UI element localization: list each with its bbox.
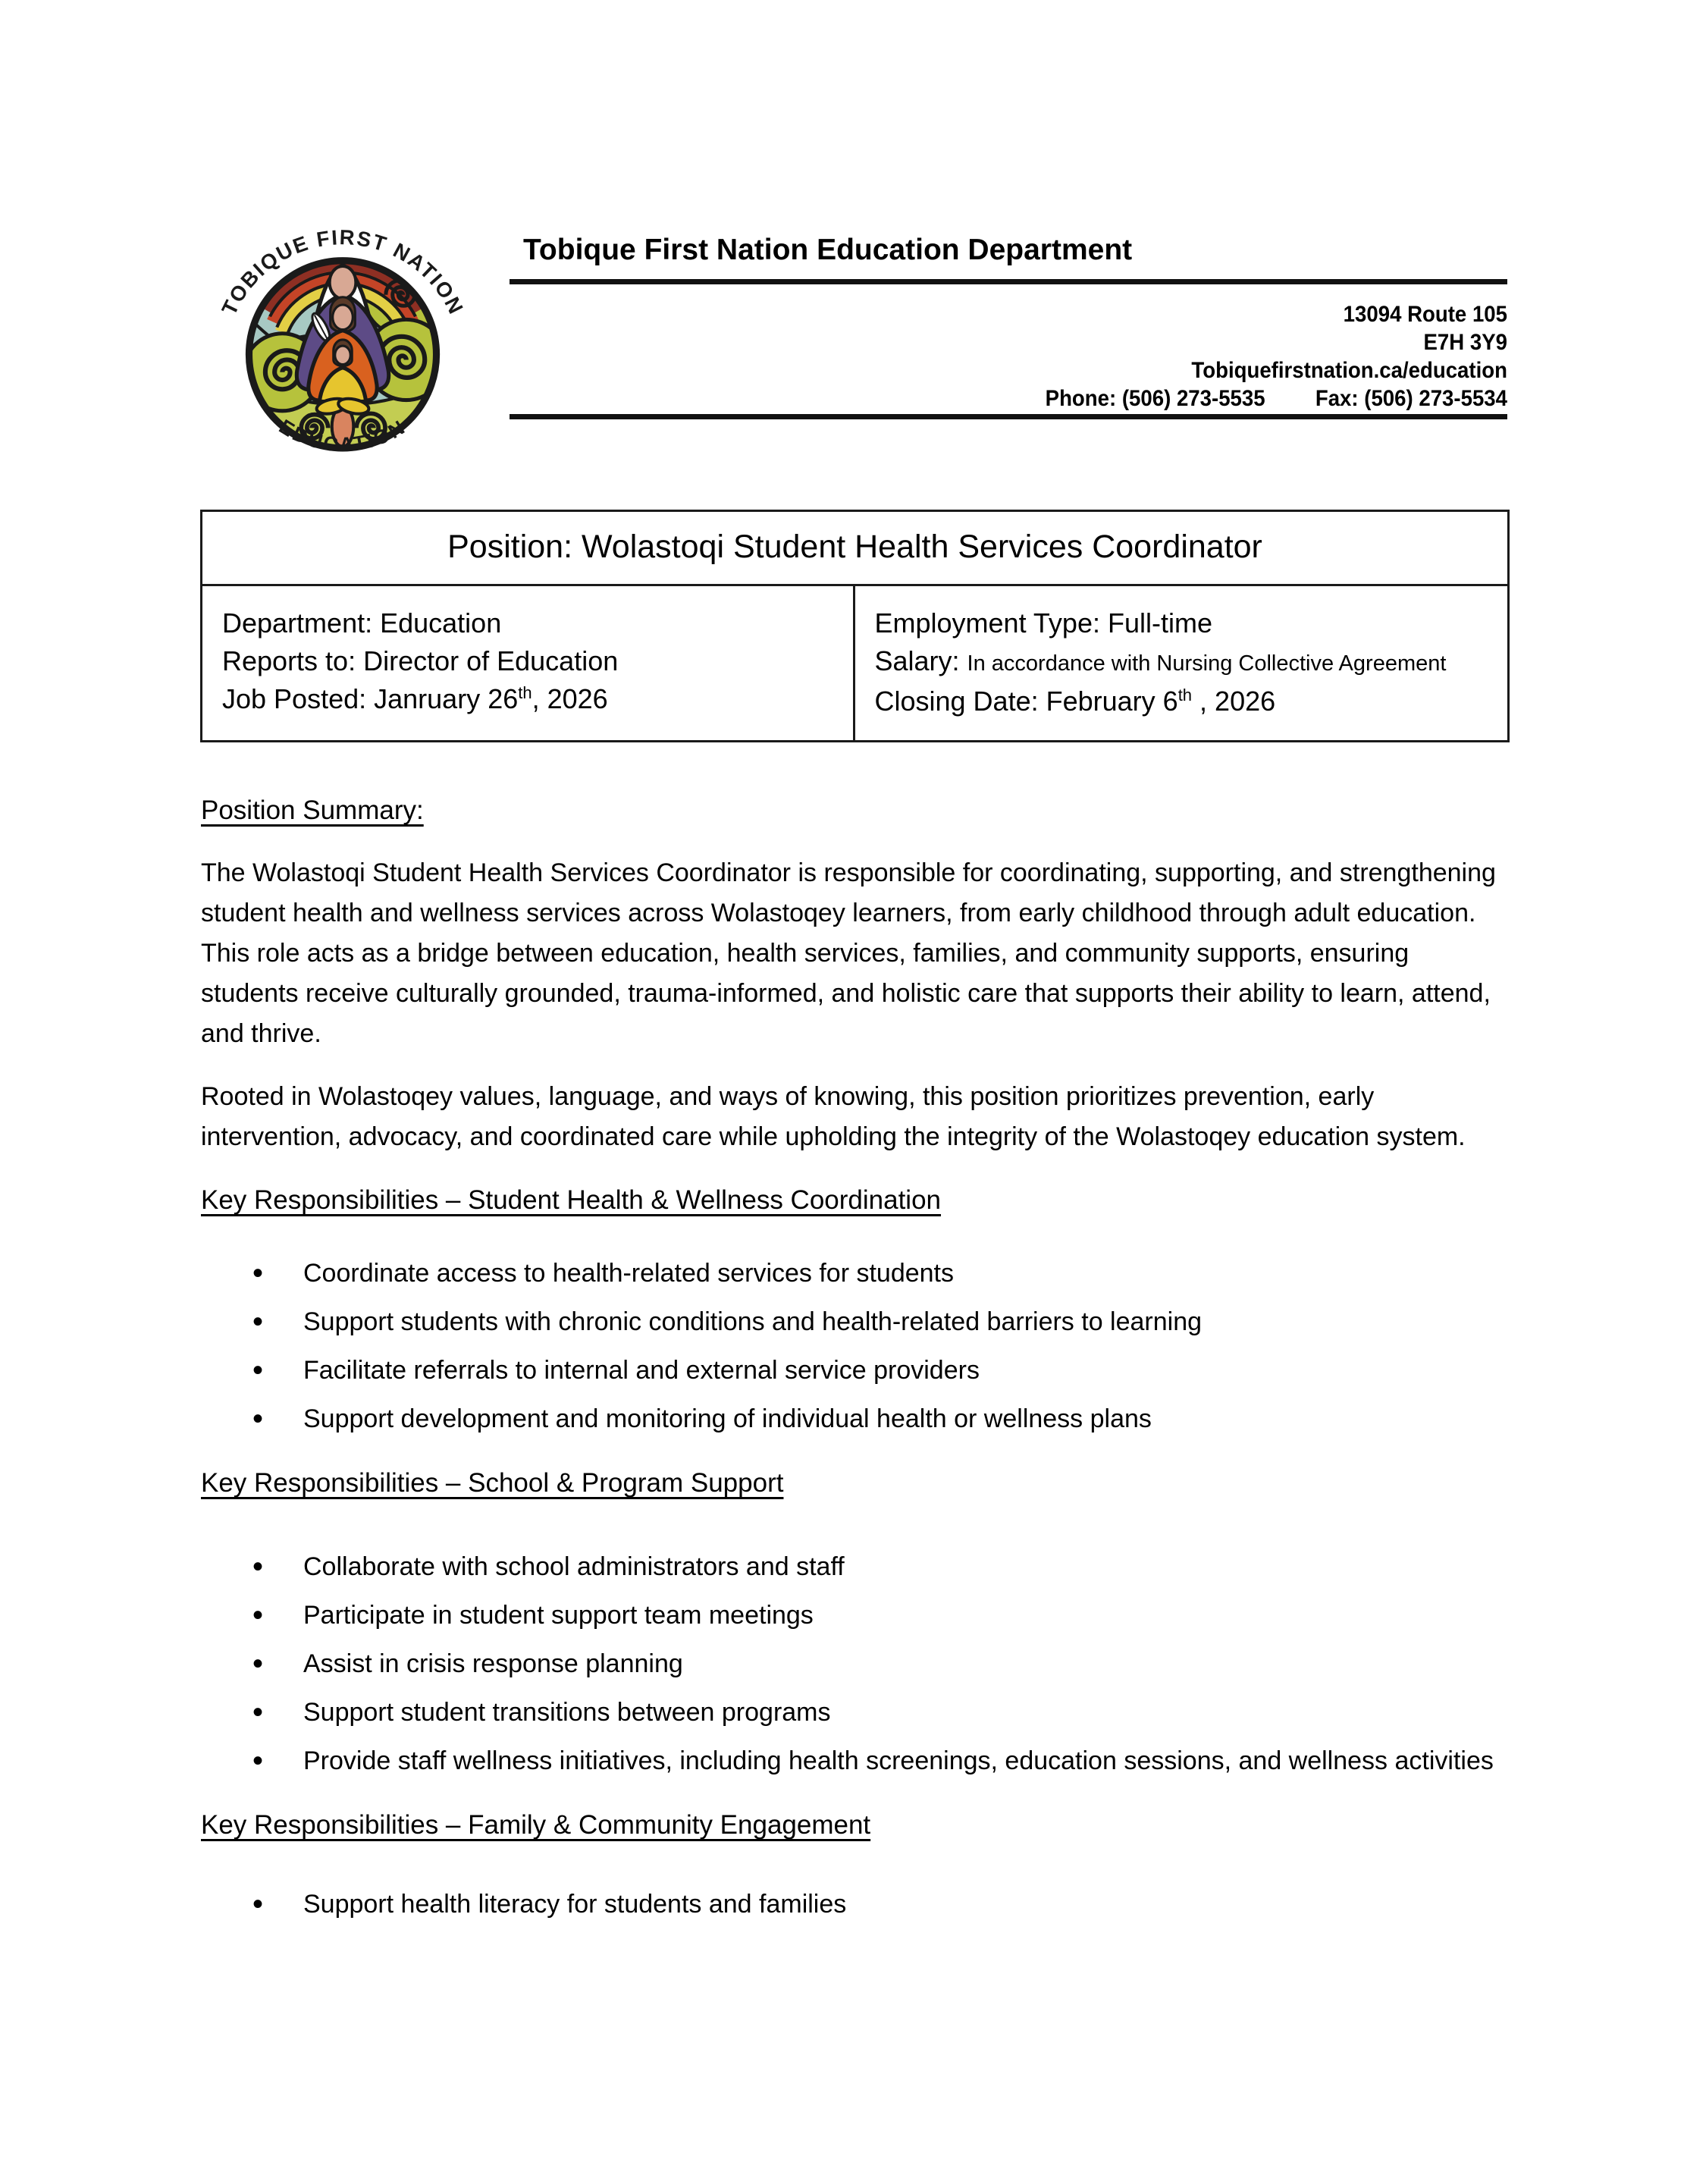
logo-arc-text-bottom: EDUCATION: [274, 414, 411, 457]
reports-to-field: Reports to: Director of Education: [222, 645, 619, 676]
closing-date-field: Closing Date: February 6th , 2026: [874, 686, 1276, 717]
list-item: • Support health literacy for students and families: [201, 1880, 1507, 1928]
fax-number: Fax: (506) 273-5534: [1315, 386, 1507, 411]
job-posted-field: Job Posted: Janruary 26th, 2026: [222, 683, 608, 714]
summary-paragraph-2: Rooted in Wolastoqey values, language, and ways of knowing, this position prioritizes prevention, early intervention, advocacy, and coordinated care while upholding the integrity of the Wolastoqey education system.: [201, 1082, 1466, 1151]
header-rule-bottom: [510, 414, 1507, 419]
section-heading-resp-health-wellness: Key Responsibilities – Student Health & Wellness Coordination: [201, 1185, 942, 1215]
phone-fax-line: [740, 384, 1507, 413]
resp-health-wellness-list: [201, 1249, 1507, 1443]
org-logo: [196, 196, 490, 490]
website-link[interactable]: Tobiquefirstnation.ca/education: [1191, 358, 1507, 383]
section-heading-position-summary: Position Summary:: [201, 795, 424, 825]
list-item: • Support students with chronic conditions and health-related barriers to learning: [201, 1298, 1507, 1346]
list-item: • Facilitate referrals to internal and external service providers: [201, 1346, 1507, 1395]
list-item: • Assist in crisis response planning: [201, 1640, 1507, 1688]
list-item: • Collaborate with school administrators and staff: [201, 1542, 1507, 1591]
section-heading-resp-family-community: Key Responsibilities – Family & Community Engagement: [201, 1810, 871, 1840]
logo-arc-text-top: TOBIQUE FIRST NATION: [217, 225, 469, 319]
position-details-left: [202, 586, 855, 740]
list-item: • Support student transitions between programs: [201, 1688, 1507, 1737]
list-item: • Support development and monitoring of individual health or wellness plans: [201, 1395, 1507, 1443]
summary-paragraph-1: The Wolastoqi Student Health Services Coordinator is responsible for coordinating, supporting, and strengthening student health and wellness services across Wolastoqey learners, from early childhood through adult education. This role acts as a bridge between education, health services, families, and community supports, ensuring students receive culturally grounded, trauma-informed, and holistic care that supports their ability to learn, attend, and thrive.: [201, 858, 1496, 1048]
department-field: Department: Education: [222, 607, 502, 639]
list-item: • Provide staff wellness initiatives, including health screenings, education sessions, and wellness activities: [201, 1737, 1507, 1785]
list-item: • Participate in student support team meetings: [201, 1591, 1507, 1640]
address-line-2: E7H 3Y9: [1423, 330, 1507, 355]
position-table: [200, 510, 1510, 742]
salary-field: Salary: In accordance with Nursing Collective Agreement: [874, 645, 1447, 676]
list-item: • Coordinate access to health-related services for students: [201, 1249, 1507, 1298]
org-logo-graphic: [196, 196, 490, 490]
position-details-right: [855, 586, 1508, 740]
position-title: Position: Wolastoqi Student Health Services Coordinator: [202, 512, 1507, 586]
address-line-1: 13094 Route 105: [1343, 302, 1507, 327]
phone-number: Phone: (506) 273-5535: [1045, 386, 1265, 411]
job-description-body: [201, 790, 1507, 1928]
org-title: Tobique First Nation Education Department: [523, 234, 1133, 266]
resp-school-program-list: [201, 1542, 1507, 1785]
header-rule-top: [510, 279, 1507, 284]
employment-type-field: Employment Type: Full-time: [874, 607, 1212, 639]
section-heading-resp-school-program: Key Responsibilities – School & Program Support: [201, 1468, 784, 1498]
contact-block: [740, 300, 1507, 413]
resp-family-community-list: [201, 1880, 1507, 1928]
